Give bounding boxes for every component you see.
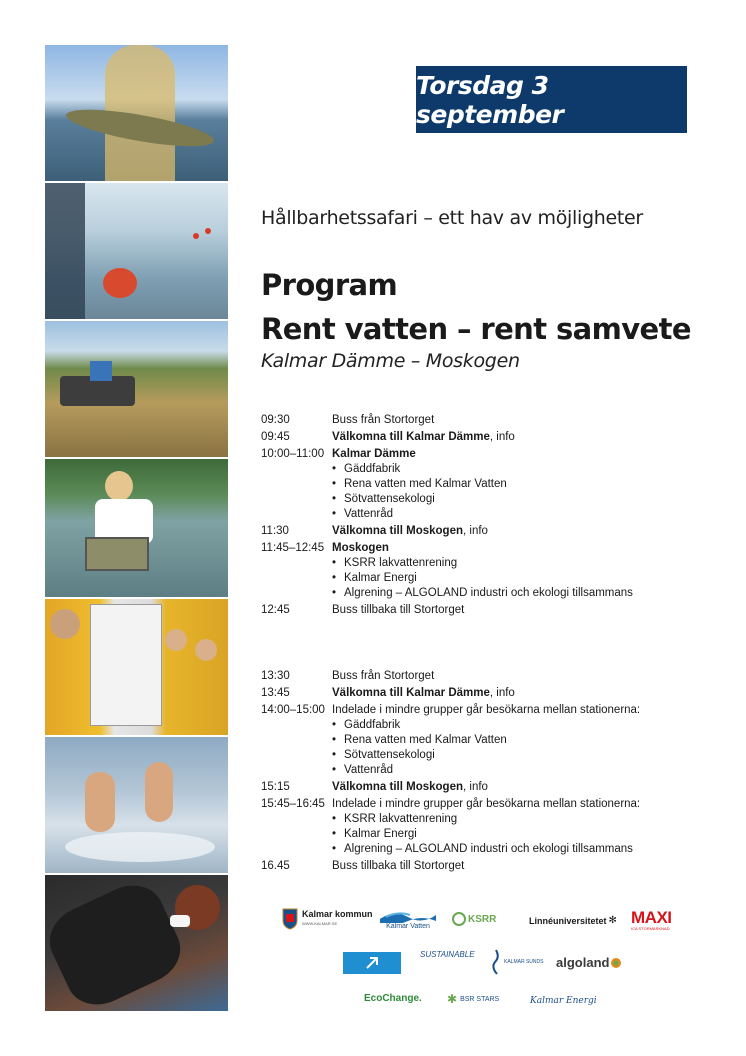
kalmar-vatten-label: Kalmar Vatten — [386, 923, 430, 930]
schedule-row — [261, 524, 691, 539]
logo-kalmar-energi — [530, 996, 597, 1006]
schedule-time: 09:30 — [261, 414, 290, 426]
logo-ecochange — [364, 993, 422, 1004]
schedule-row — [261, 541, 691, 556]
bullet-icon: • — [332, 813, 337, 825]
schedule-text: Indelade i mindre grupper går besökarna mellan stationerna: — [332, 798, 641, 810]
bullet-icon: • — [332, 843, 337, 855]
bsr-stars-label: BSR STARS — [460, 995, 500, 1003]
schedule-time: 14:00–15:00 — [261, 704, 325, 716]
station-item — [261, 571, 691, 586]
schedule-description — [332, 541, 691, 556]
photo-mussels — [45, 875, 228, 1011]
location-line: Kalmar Dämme – Moskogen — [261, 350, 520, 372]
station-item — [261, 812, 691, 827]
bullet-icon: • — [332, 508, 337, 520]
bullet-icon: • — [332, 478, 337, 490]
linneuniversitetet-label: Linnéuniversitetet — [529, 915, 607, 926]
station-item — [261, 556, 691, 571]
station-label: Gäddfabrik — [344, 719, 401, 731]
schedule-bold-text: Moskogen — [332, 542, 389, 554]
schedule-time: 15:45–16:45 — [261, 798, 325, 810]
schedule-description — [332, 669, 691, 684]
bullet-icon: • — [332, 764, 337, 776]
schedule-time: 09:45 — [261, 431, 290, 443]
kalmar-sunds-label: KALMAR SUNDS — [504, 959, 544, 965]
station-list — [261, 556, 691, 601]
station-item — [261, 462, 691, 477]
station-label: KSRR lakvattenrening — [344, 813, 458, 825]
logo-bsr-stars — [447, 992, 499, 1006]
schedule-row — [261, 603, 691, 618]
kalmar-kommun-label: Kalmar kommun — [302, 909, 373, 919]
station-item — [261, 748, 691, 763]
station-label: KSRR lakvattenrening — [344, 557, 458, 569]
station-label: Vattenråd — [344, 508, 394, 520]
schedule-time: 11:30 — [261, 525, 289, 537]
schedule-text: Indelade i mindre grupper går besökarna mellan stationerna: — [332, 704, 641, 716]
schedule-row — [261, 447, 691, 462]
schedule-text: Buss från Stortorget — [332, 670, 435, 682]
schedule-text: , info — [489, 687, 515, 699]
schedule-bold-text: Välkomna till Kalmar Dämme — [332, 687, 490, 699]
station-label: Vattenråd — [344, 764, 394, 776]
schedule-row — [261, 430, 691, 445]
station-item — [261, 492, 691, 507]
station-item — [261, 718, 691, 733]
schedule-description — [332, 686, 691, 701]
station-label: Kalmar Energi — [344, 828, 417, 840]
schedule-bold-text: Välkomna till Moskogen — [332, 525, 463, 537]
station-item — [261, 477, 691, 492]
logo-ksrr — [452, 912, 496, 926]
station-item — [261, 763, 691, 778]
schedule-time: 11:45–12:45 — [261, 542, 325, 554]
star-figure-icon: ✱ — [447, 992, 458, 1006]
schedule-description — [332, 430, 691, 445]
schedule-time: 13:30 — [261, 670, 290, 682]
logo-linneuniversitetet — [529, 915, 617, 926]
station-list — [261, 462, 691, 522]
schedule-row — [261, 797, 691, 812]
schedule-time: 13:45 — [261, 687, 290, 699]
bullet-icon: • — [332, 587, 337, 599]
bullet-icon: • — [332, 749, 337, 761]
event-subtitle: Hållbarhetssafari – ett hav av möjligheter — [261, 207, 643, 229]
schedule-text: , info — [463, 781, 488, 793]
photo-reed-harvester — [45, 321, 228, 457]
schedule-bold-text: Välkomna till Kalmar Dämme — [332, 431, 490, 443]
station-label: Sötvattensekologi — [344, 749, 435, 761]
schedule-description — [332, 780, 691, 795]
photo-boy-in-water — [45, 459, 228, 597]
schedule-bold-text: Välkomna till Moskogen — [332, 781, 463, 793]
station-item — [261, 586, 691, 601]
schedule-row — [261, 669, 691, 684]
schedule-time: 12:45 — [261, 604, 290, 616]
leaf-icon — [610, 957, 622, 969]
schedule-description — [332, 797, 691, 812]
station-label: Kalmar Energi — [344, 572, 417, 584]
schedule-text: Buss från Stortorget — [332, 414, 435, 426]
bullet-icon: • — [332, 734, 337, 746]
kalmar-crest-icon — [282, 908, 298, 930]
bullet-icon: • — [332, 828, 337, 840]
bullet-icon: • — [332, 463, 337, 475]
station-label: Rena vatten med Kalmar Vatten — [344, 734, 507, 746]
afternoon-schedule — [261, 669, 691, 876]
maxi-label: MAXI — [631, 908, 672, 927]
figure-icon — [490, 949, 502, 975]
logo-kalmar-sunds — [490, 949, 543, 975]
logo-maxi — [631, 910, 672, 931]
bullet-icon: • — [332, 572, 337, 584]
schedule-row — [261, 686, 691, 701]
station-item — [261, 507, 691, 522]
schedule-row — [261, 413, 691, 428]
station-item — [261, 733, 691, 748]
station-list — [261, 718, 691, 778]
photo-buoy-in-sea — [45, 183, 228, 319]
logo-algoland — [556, 955, 622, 970]
photo-girl-holding-pike — [45, 45, 228, 181]
morning-schedule — [261, 413, 691, 620]
date-banner-text: Torsdag 3 september — [416, 70, 564, 129]
schedule-description — [332, 859, 691, 874]
station-list — [261, 812, 691, 857]
bullet-icon: • — [332, 719, 337, 731]
photo-children-running-in-sea — [45, 737, 228, 873]
schedule-time: 10:00–11:00 — [261, 448, 325, 460]
maxi-sublabel: ICA STORMARKNAD — [631, 926, 670, 931]
station-label: Rena vatten med Kalmar Vatten — [344, 478, 507, 490]
program-heading: Program — [261, 268, 398, 302]
date-banner — [416, 66, 687, 133]
flower-icon: ✻ — [608, 915, 617, 926]
station-label: Gäddfabrik — [344, 463, 401, 475]
schedule-time: 15:15 — [261, 781, 290, 793]
schedule-row — [261, 703, 691, 718]
logo-kalmar-kommun — [282, 908, 373, 930]
schedule-time: 16.45 — [261, 860, 290, 872]
sustainable-label: SUSTAINABLE — [420, 950, 475, 959]
logo-kalmarsundsregionen — [343, 952, 401, 974]
algoland-label: algoland — [556, 955, 610, 970]
ecochange-label: EcoChange. — [364, 993, 422, 1004]
program-title: Rent vatten – rent samvete — [261, 312, 691, 346]
ksrr-circle-icon — [452, 912, 466, 926]
bullet-icon: • — [332, 493, 337, 505]
schedule-description — [332, 703, 691, 718]
schedule-text: Buss tillbaka till Stortorget — [332, 604, 465, 616]
station-label: Algrening – ALGOLAND industri och ekologi tillsammans — [344, 587, 633, 599]
schedule-row — [261, 859, 691, 874]
schedule-text: Buss tillbaka till Stortorget — [332, 860, 465, 872]
schedule-text: , info — [489, 431, 515, 443]
ksrr-label: KSRR — [468, 913, 497, 925]
schedule-bold-text: Kalmar Dämme — [332, 448, 416, 460]
bullet-icon: • — [332, 557, 337, 569]
station-item — [261, 827, 691, 842]
arrow-icon — [365, 956, 379, 970]
station-label: Sötvattensekologi — [344, 493, 435, 505]
schedule-text: , info — [463, 525, 488, 537]
photo-exhibition-stand — [45, 599, 228, 735]
kalmar-energi-label: Kalmar Energi — [530, 996, 597, 1006]
station-label: Algrening – ALGOLAND industri och ekologi tillsammans — [344, 843, 633, 855]
logo-kalmar-vatten — [380, 909, 436, 930]
logo-sustainable — [420, 950, 475, 959]
schedule-description — [332, 603, 691, 618]
schedule-row — [261, 780, 691, 795]
station-item — [261, 842, 691, 857]
schedule-description — [332, 447, 691, 462]
schedule-description — [332, 413, 691, 428]
wave-icon — [380, 909, 436, 923]
schedule-description — [332, 524, 691, 539]
kalmar-kommun-url: WWW.KALMAR.SE — [302, 921, 338, 926]
